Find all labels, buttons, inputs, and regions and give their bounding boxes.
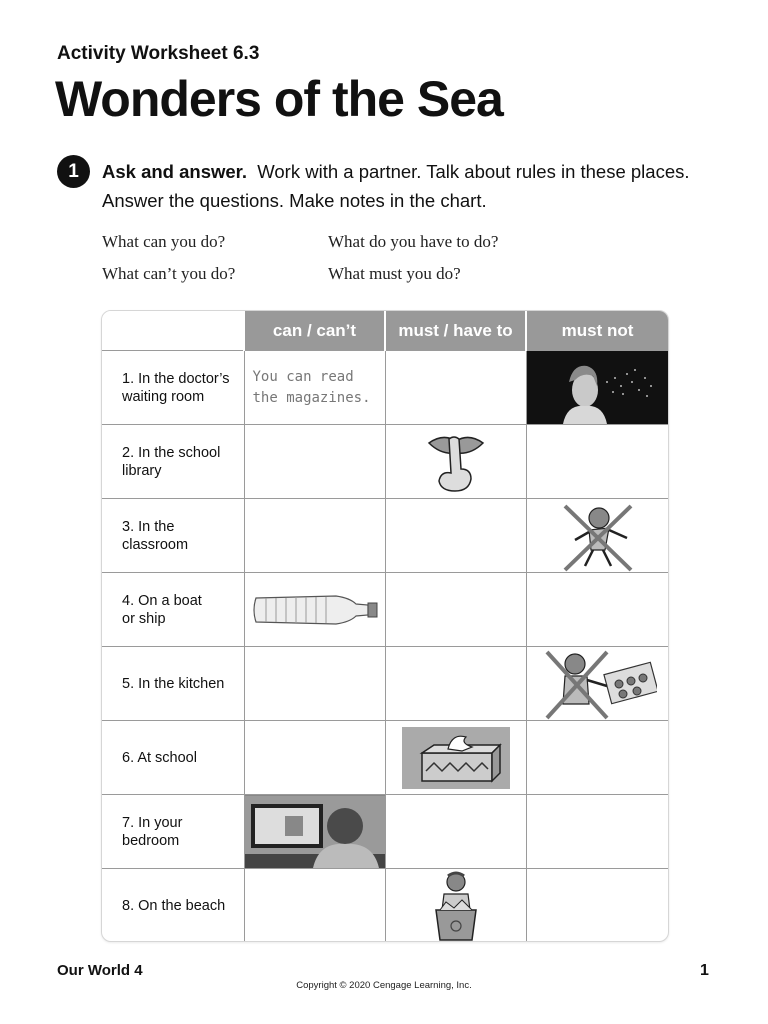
- cell-can[interactable]: [244, 425, 385, 499]
- cell-can[interactable]: [244, 721, 385, 795]
- cell-can[interactable]: [244, 647, 385, 721]
- row-label: [102, 499, 244, 573]
- running-girl-crossed-icon: [527, 500, 669, 572]
- place-label: 7. In your bedroom: [122, 814, 183, 849]
- cell-must[interactable]: [385, 721, 526, 795]
- cell-must[interactable]: [385, 647, 526, 721]
- page-title: Wonders of the Sea: [55, 71, 503, 127]
- column-header-must: must / have to: [385, 311, 526, 351]
- footer-page-number: 1: [700, 962, 709, 979]
- boy-watching-tv-photo: [245, 796, 385, 868]
- place-label: 5. In the kitchen: [122, 675, 225, 692]
- cell-must[interactable]: [385, 425, 526, 499]
- cell-can[interactable]: [244, 499, 385, 573]
- place-label: 3. In the classroom: [122, 518, 189, 553]
- exercise-number-badge: 1: [57, 155, 90, 188]
- footer-book-title: Our World 4: [57, 962, 143, 979]
- column-header-can: can / can’t: [244, 311, 385, 351]
- chart-corner: [102, 311, 244, 351]
- cell-must-not[interactable]: [526, 795, 668, 869]
- row-label: [102, 647, 244, 721]
- example-note: You can read the magazines.: [252, 368, 371, 406]
- cell-must[interactable]: [385, 795, 526, 869]
- cell-must-not[interactable]: [526, 499, 668, 573]
- place-label: 2. In the school library: [122, 444, 221, 479]
- chart-row-1: [102, 351, 668, 425]
- worksheet-subtitle: Activity Worksheet 6.3: [57, 43, 260, 64]
- chart-row-8: [102, 869, 668, 943]
- chart-row-4: [102, 573, 668, 647]
- footer-copyright: Copyright © 2020 Cengage Learning, Inc.: [296, 980, 472, 991]
- row-label: [102, 869, 244, 943]
- cell-can[interactable]: [244, 795, 385, 869]
- chart-row-7: [102, 795, 668, 869]
- cell-can[interactable]: [244, 573, 385, 647]
- chart-row-2: [102, 425, 668, 499]
- water-bottle-photo: [245, 574, 385, 646]
- chart-row-5: [102, 647, 668, 721]
- cell-must[interactable]: [385, 573, 526, 647]
- cell-must-not[interactable]: [526, 425, 668, 499]
- question-must: What must you do?: [328, 264, 461, 283]
- cell-must-not[interactable]: [526, 351, 668, 425]
- boy-stove-crossed-icon: [527, 648, 669, 720]
- cell-must[interactable]: [385, 869, 526, 943]
- question-can: What can you do?: [102, 232, 226, 251]
- exercise-text: Work with a partner. Talk about rules in these places. Answer the questions. Make notes in the chart.: [102, 161, 690, 211]
- exercise-instructions: [102, 157, 702, 215]
- row-label: [102, 795, 244, 869]
- place-label: 4. On a boat or ship: [122, 592, 202, 627]
- tissue-box-icon: [386, 722, 526, 794]
- cell-must[interactable]: [385, 499, 526, 573]
- column-header-must-not: must not: [526, 311, 668, 351]
- cell-can[interactable]: [244, 351, 385, 425]
- chart-row-6: [102, 721, 668, 795]
- question-have-to: What do you have to do?: [328, 232, 499, 251]
- cell-must-not[interactable]: [526, 573, 668, 647]
- row-label: [102, 425, 244, 499]
- question-cant: What can’t you do?: [102, 264, 236, 283]
- rules-chart: [101, 310, 669, 942]
- row-label: [102, 721, 244, 795]
- row-label: [102, 573, 244, 647]
- girl-trash-bin-icon: [386, 870, 526, 942]
- cell-must-not[interactable]: [526, 721, 668, 795]
- exercise-heading: Ask and answer.: [102, 161, 247, 182]
- sneezing-girl-photo: [527, 352, 669, 424]
- cell-can[interactable]: [244, 869, 385, 943]
- row-label: [102, 351, 244, 425]
- cell-must[interactable]: [385, 351, 526, 425]
- cell-must-not[interactable]: [526, 869, 668, 943]
- shush-finger-icon: [386, 426, 526, 498]
- place-label: 6. At school: [122, 749, 197, 766]
- place-label: 1. In the doctor’s waiting room: [122, 370, 230, 405]
- place-label: 8. On the beach: [122, 897, 226, 914]
- chart-row-3: [102, 499, 668, 573]
- cell-must-not[interactable]: [526, 647, 668, 721]
